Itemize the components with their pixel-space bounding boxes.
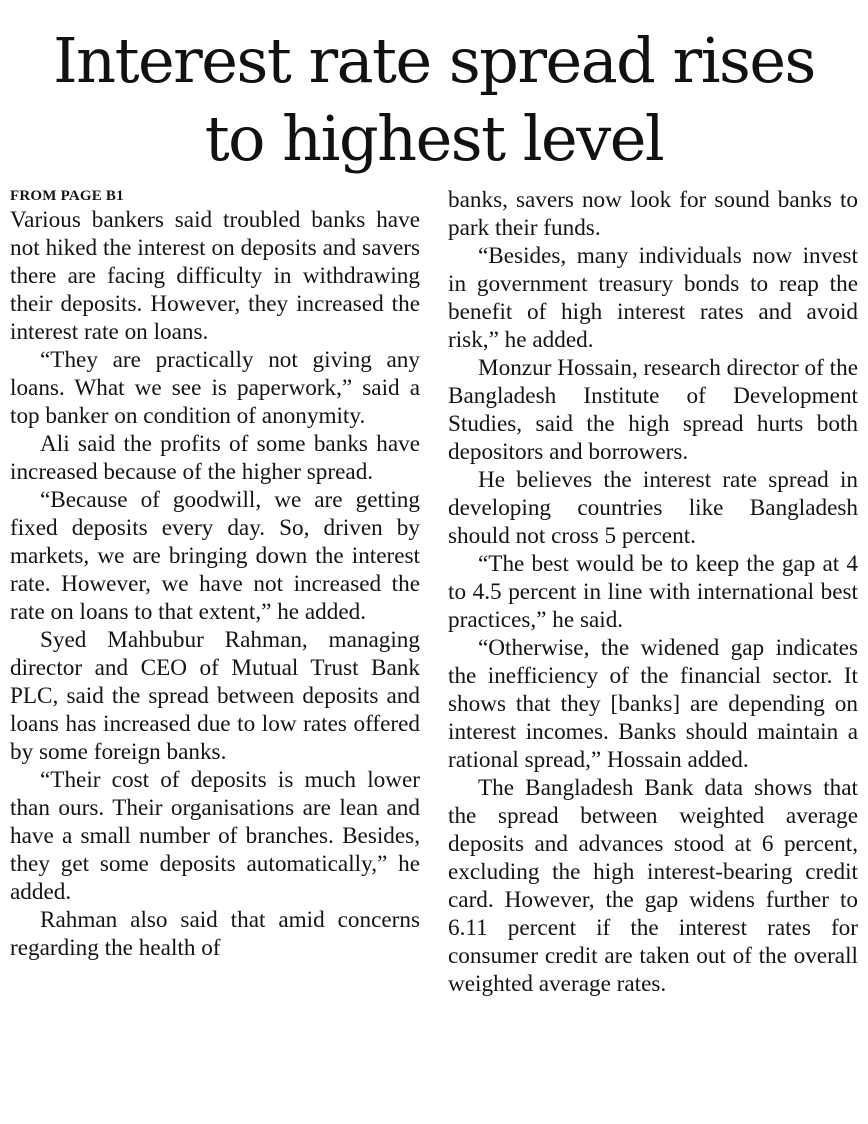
paragraph: “Their cost of deposits is much lower than ours. Their organisations are lean and have a small number of branches. Besides, they get some deposits automatically,” he added. [10, 767, 420, 905]
paragraph: “Because of goodwill, we are getting fixed deposits every day. So, driven by markets, we are bringing down the interest rate. However, we have not increased the rate on loans to that extent,” he added. [10, 487, 420, 625]
paragraph: Various bankers said troubled banks have not hiked the interest on deposits and savers there are facing difficulty in withdrawing their deposits. However, they increased the interest rate on loans. [10, 207, 420, 345]
paragraph: “Besides, many individuals now invest in government treasury bonds to reap the benefit of high interest rates and avoid risk,” he added. [448, 243, 858, 353]
paragraph: Monzur Hossain, research director of the Bangladesh Institute of Development Studies, said the high spread hurts both depositors and borrowers. [448, 355, 858, 465]
paragraph: Ali said the profits of some banks have increased because of the higher spread. [10, 431, 420, 485]
paragraph: He believes the interest rate spread in developing countries like Bangladesh should not cross 5 percent. [448, 467, 858, 549]
headline [0, 22, 868, 178]
paragraph: “The best would be to keep the gap at 4 to 4.5 percent in line with international best practices,” he said. [448, 551, 858, 633]
kicker: FROM PAGE B1 [10, 188, 124, 204]
headline-line-1: Interest rate spread rises [53, 24, 815, 97]
paragraph: Syed Mahbubur Rahman, managing director and CEO of Mutual Trust Bank PLC, said the spread between deposits and loans has increased due to low rates offered by some foreign banks. [10, 627, 420, 765]
left-column [10, 186, 420, 962]
paragraph: Rahman also said that amid concerns regarding the health of [10, 907, 420, 961]
paragraph: “They are practically not giving any loans. What we see is paperwork,” said a top banker on condition of anonymity. [10, 347, 420, 429]
paragraph: The Bangladesh Bank data shows that the spread between weighted average deposits and advances stood at 6 percent, excluding the high interest-bearing credit card. However, the gap widens further to 6.11 percent if the interest rates for consumer credit are taken out of the overall weighted average rates. [448, 775, 858, 997]
paragraph: “Otherwise, the widened gap indicates the inefficiency of the financial sector. It shows that they [banks] are depending on interest incomes. Banks should maintain a rational spread,” Hossain added. [448, 635, 858, 773]
paragraph: banks, savers now look for sound banks to park their funds. [448, 187, 858, 241]
headline-line-2: to highest level [204, 102, 664, 175]
right-column [448, 186, 858, 998]
